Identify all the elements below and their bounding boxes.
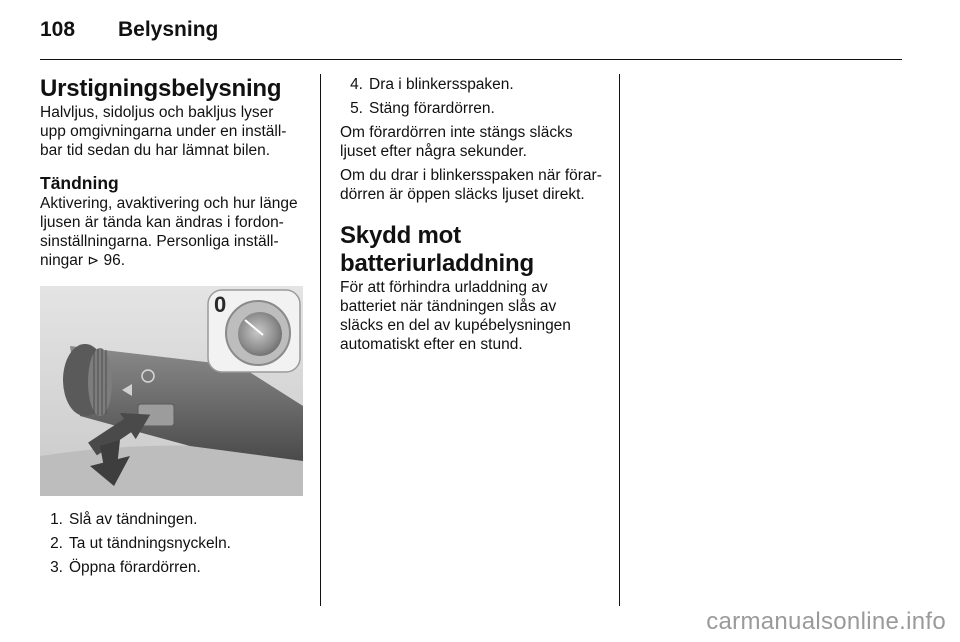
list-item: 2. Ta ut tändningsnyckeln. xyxy=(50,535,231,552)
paragraph-line: Om du drar i blinkersspaken när förar- xyxy=(340,167,602,184)
figure-inset-label: 0 xyxy=(214,292,227,317)
page-number: 108 xyxy=(40,18,76,41)
header-rule xyxy=(40,59,902,60)
page-header xyxy=(40,18,900,48)
body-line: sinställningarna. Personliga inställ- xyxy=(40,233,279,250)
figure-turn-signal-lever xyxy=(40,286,303,496)
list-item: 1. Slå av tändningen. xyxy=(50,511,198,528)
intro-line: upp omgivningarna under en inställ- xyxy=(40,123,287,140)
heading-battery-protection: Skydd mot xyxy=(340,222,461,249)
paragraph-line: dörren är öppen släcks ljuset direkt. xyxy=(340,186,585,203)
paragraph-line: batteriet när tändningen slås av xyxy=(340,298,557,315)
steps-list-1 xyxy=(40,510,304,577)
page-reference-link[interactable]: 96. xyxy=(99,252,125,269)
column-divider-right xyxy=(619,74,620,606)
list-item: 3. Öppna förardörren. xyxy=(50,559,201,576)
paragraph-line: Om förardörren inte stängs släcks xyxy=(340,124,573,141)
intro-line: bar tid sedan du har lämnat bilen. xyxy=(40,142,271,159)
column-left xyxy=(40,75,304,582)
list-item: 5. Stäng förardörren. xyxy=(350,100,495,117)
subheading-ignition: Tändning xyxy=(40,173,119,193)
heading-battery-protection: batteriurladdning xyxy=(340,250,534,277)
page-reference-arrow-icon: ⊳ xyxy=(87,252,100,268)
column-middle xyxy=(340,75,610,354)
list-item: 4. Dra i blinkersspaken. xyxy=(350,76,514,93)
paragraph-line: För att förhindra urladdning av xyxy=(340,279,548,296)
body-line: Aktivering, avaktivering och hur länge xyxy=(40,195,298,212)
column-divider-left xyxy=(320,74,321,606)
watermark: carmanualsonline.info xyxy=(706,608,946,635)
intro-line: Halvljus, sidoljus och bakljus lyser xyxy=(40,104,274,121)
body-line-with-reference: ningar ⊳ 96. xyxy=(40,252,125,269)
paragraph-line: släcks en del av kupébelysningen xyxy=(340,317,571,334)
lever-illustration xyxy=(40,286,303,496)
heading-exit-lighting: Urstigningsbelysning xyxy=(40,75,282,102)
paragraph-line: automatiskt efter en stund. xyxy=(340,336,523,353)
paragraph-line: ljuset efter några sekunder. xyxy=(340,143,527,160)
steps-list-2 xyxy=(340,75,610,118)
body-line: ljusen är tända kan ändras i fordon- xyxy=(40,214,284,231)
section-title: Belysning xyxy=(118,18,219,41)
